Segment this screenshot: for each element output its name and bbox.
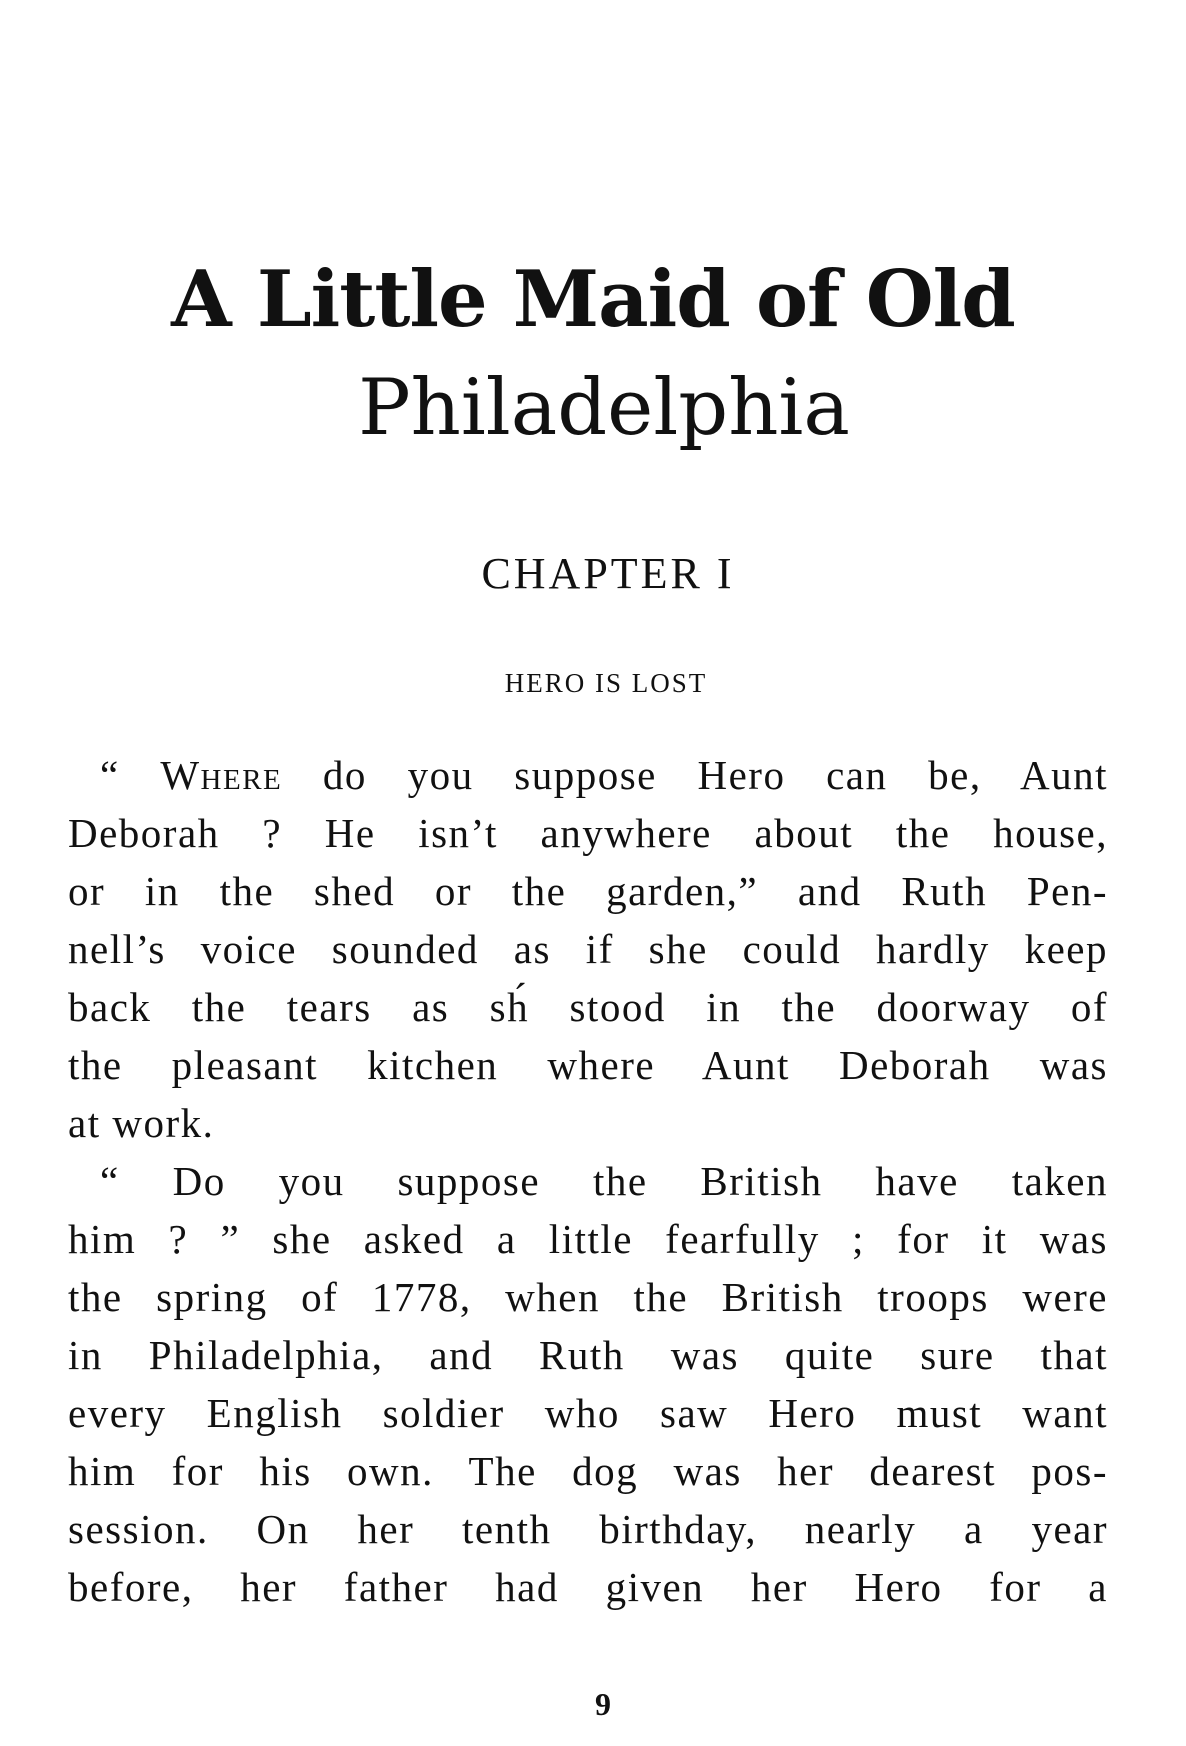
text-line: or in the shed or the garden,” and Ruth Pen- bbox=[68, 868, 1108, 914]
page-number: 9 bbox=[595, 1686, 611, 1722]
book-title bbox=[0, 246, 1186, 462]
book-title-line-2: Philadelphia bbox=[358, 363, 850, 453]
text-line: every English soldier who saw Hero must want bbox=[68, 1390, 1108, 1436]
text-line: the pleasant kitchen where Aunt Deborah was bbox=[68, 1042, 1108, 1088]
text-line: session. On her tenth birthday, nearly a year bbox=[68, 1506, 1108, 1552]
chapter-subtitle: HERO IS LOST bbox=[504, 668, 708, 698]
text-line: him ? ” she asked a little fearfully ; for it was bbox=[68, 1216, 1108, 1262]
text-line: nell’s voice sounded as if she could hardly keep bbox=[68, 926, 1108, 972]
smallcaps-word: Where bbox=[160, 752, 283, 798]
text-line bbox=[68, 746, 1108, 804]
chapter-heading: CHAPTER I bbox=[481, 549, 735, 598]
text-line: him for his own. The dog was her dearest pos- bbox=[68, 1448, 1108, 1494]
body-text bbox=[68, 746, 1108, 1616]
text-line: the spring of 1778, when the British troops were bbox=[68, 1274, 1108, 1320]
paragraph-2 bbox=[68, 1152, 1108, 1616]
text-line: “ Do you suppose the British have taken bbox=[100, 1158, 1108, 1204]
paragraph-1 bbox=[68, 746, 1108, 1152]
text-line: back the tears as sh́ stood in the doorway of bbox=[68, 984, 1108, 1030]
text-line: at work. bbox=[68, 1100, 215, 1146]
text-line-rest: do you suppose Hero can be, Aunt bbox=[282, 752, 1108, 798]
book-title-line-1: A Little Maid of Old bbox=[171, 254, 1015, 345]
text-line: Deborah ? He isn’t anywhere about the house, bbox=[68, 810, 1108, 856]
text-line: before, her father had given her Hero for a bbox=[68, 1564, 1108, 1610]
opening-quote: “ bbox=[100, 752, 161, 798]
text-line: in Philadelphia, and Ruth was quite sure that bbox=[68, 1332, 1108, 1378]
